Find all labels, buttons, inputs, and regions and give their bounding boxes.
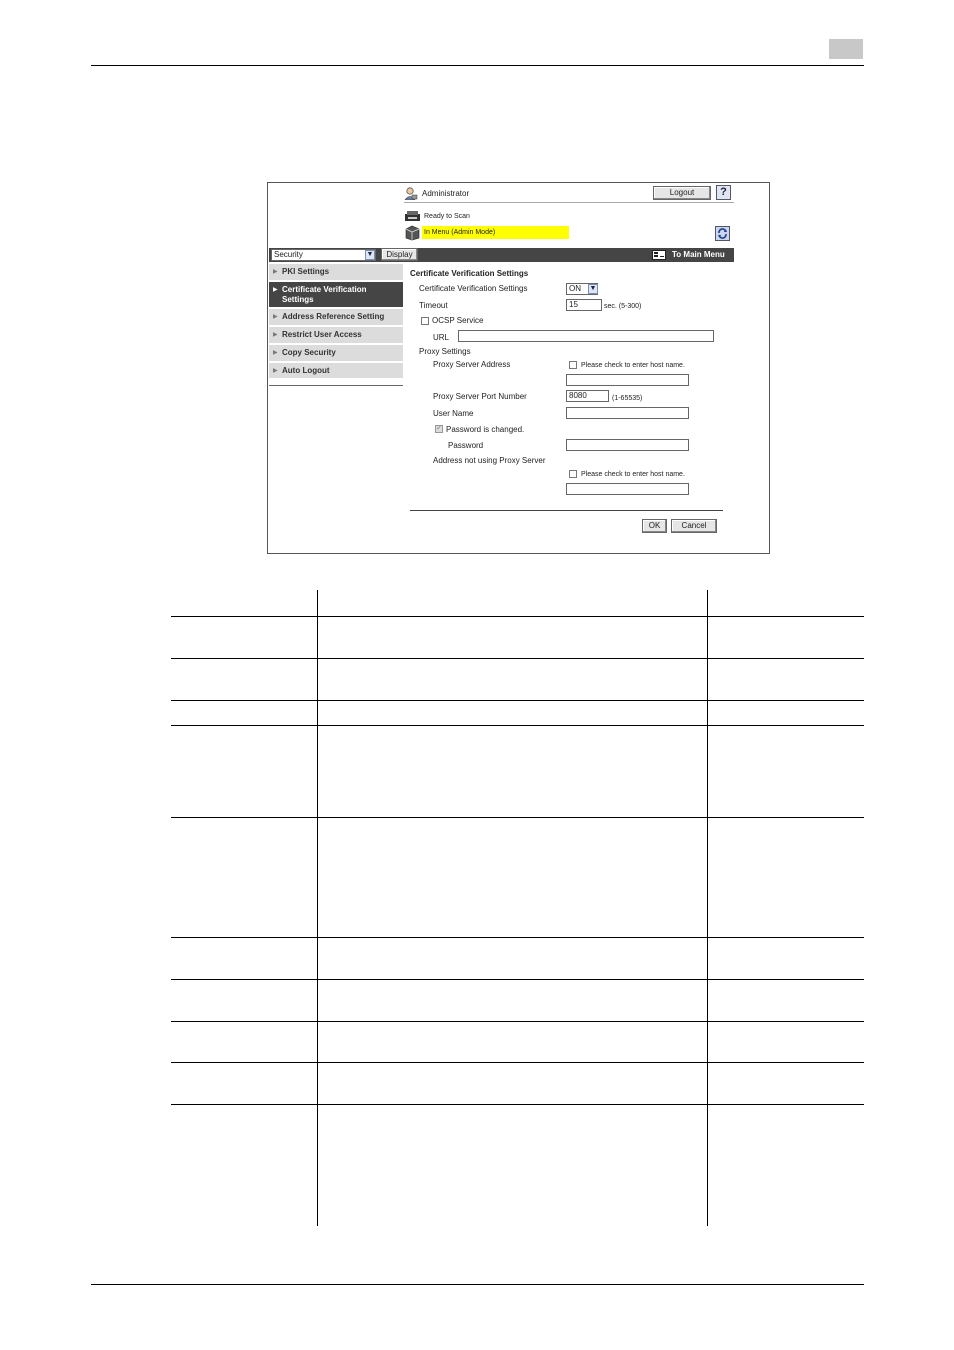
timeout-hint: sec. (5-300) xyxy=(604,303,642,310)
proxy-port-hint: (1-65535) xyxy=(612,395,643,402)
no-proxy-address-input[interactable] xyxy=(566,483,689,495)
url-input[interactable] xyxy=(458,330,714,342)
proxy-address-input[interactable] xyxy=(566,374,689,386)
mode-status-text: In Menu (Admin Mode) xyxy=(424,229,496,236)
refresh-icon[interactable] xyxy=(715,226,730,241)
table-column-divider xyxy=(707,590,708,1226)
proxy-port-label: Proxy Server Port Number xyxy=(433,392,527,401)
box-status-icon xyxy=(404,224,421,241)
chevron-down-icon[interactable]: ▼ xyxy=(589,285,597,292)
sidebar-item-address-reference[interactable] xyxy=(269,309,403,326)
no-proxy-address-label: Address not using Proxy Server xyxy=(433,456,546,465)
to-main-menu-link[interactable]: To Main Menu xyxy=(672,250,725,259)
cancel-button[interactable]: Cancel xyxy=(671,519,717,533)
table-row-rule xyxy=(171,616,864,617)
password-input[interactable] xyxy=(566,439,689,451)
cert-verification-label: Certificate Verification Settings xyxy=(419,284,528,293)
table-row-rule xyxy=(171,1062,864,1063)
sidebar-bottom-rule xyxy=(269,385,403,386)
cert-verification-select[interactable]: ON xyxy=(566,283,598,295)
chevron-down-icon[interactable]: ▼ xyxy=(366,251,374,258)
page-number-box xyxy=(829,39,863,59)
triangle-right-icon: ▶ xyxy=(273,287,278,293)
table-row-rule xyxy=(171,979,864,980)
password-changed-label: Password is changed. xyxy=(446,425,525,434)
ocsp-service-checkbox[interactable] xyxy=(421,317,429,325)
triangle-right-icon: ▶ xyxy=(273,269,278,275)
sidebar-item-label: Copy Security xyxy=(282,348,336,357)
table-row-rule xyxy=(171,1021,864,1022)
timeout-label: Timeout xyxy=(419,301,448,310)
proxy-address-label: Proxy Server Address xyxy=(433,360,511,369)
mode-status-bar xyxy=(422,226,569,239)
settings-description-table xyxy=(171,590,864,1226)
no-proxy-host-check-label: Please check to enter host name. xyxy=(581,471,685,478)
table-row-rule xyxy=(171,1104,864,1105)
page-footer-rule xyxy=(91,1284,864,1285)
triangle-right-icon: ▶ xyxy=(273,332,278,338)
proxy-port-input[interactable]: 8080 xyxy=(566,390,609,402)
proxy-host-checkbox[interactable] xyxy=(569,361,577,369)
table-row-rule xyxy=(171,817,864,818)
triangle-right-icon: ▶ xyxy=(273,350,278,356)
sidebar-item-certificate-verification[interactable] xyxy=(269,282,403,308)
help-icon[interactable]: ? xyxy=(716,185,731,200)
user-name-input[interactable] xyxy=(566,407,689,419)
sidebar-item-restrict-user-access[interactable] xyxy=(269,327,403,344)
category-select[interactable]: Security xyxy=(271,249,376,261)
header-divider xyxy=(404,202,734,203)
sidebar-item-label: Restrict User Access xyxy=(282,330,362,339)
table-column-divider xyxy=(317,590,318,1226)
page-header-rule xyxy=(91,65,864,66)
sidebar-item-copy-security[interactable] xyxy=(269,345,403,362)
sidebar-item-label: Auto Logout xyxy=(282,366,330,375)
ocsp-service-label: OCSP Service xyxy=(432,316,484,325)
triangle-right-icon: ▶ xyxy=(273,368,278,374)
sidebar-item-label-line2: Settings xyxy=(282,295,314,304)
scan-status-text: Ready to Scan xyxy=(424,213,470,220)
table-row-rule xyxy=(171,937,864,938)
no-proxy-host-checkbox[interactable] xyxy=(569,470,577,478)
url-label: URL xyxy=(433,333,450,342)
sidebar-item-label: Address Reference Setting xyxy=(282,312,385,321)
sidebar-item-pki-settings[interactable] xyxy=(269,264,403,281)
table-row-rule xyxy=(171,700,864,701)
logout-button[interactable]: Logout xyxy=(653,186,711,200)
password-changed-checkbox[interactable] xyxy=(435,425,443,433)
web-admin-screenshot xyxy=(267,182,770,554)
sidebar-item-label: PKI Settings xyxy=(282,267,330,276)
user-name-label: User Name xyxy=(433,409,474,418)
table-row-rule xyxy=(171,725,864,726)
ok-button[interactable]: OK xyxy=(642,519,667,533)
main-menu-icon[interactable] xyxy=(652,250,666,260)
proxy-host-check-label: Please check to enter host name. xyxy=(581,362,685,369)
sidebar-item-auto-logout[interactable] xyxy=(269,363,403,379)
proxy-settings-label: Proxy Settings xyxy=(419,347,471,356)
timeout-input[interactable]: 15 xyxy=(566,299,602,311)
triangle-right-icon: ▶ xyxy=(273,314,278,320)
form-title: Certificate Verification Settings xyxy=(410,269,529,278)
password-label: Password xyxy=(448,441,484,450)
printer-status-icon xyxy=(404,210,421,222)
table-row-rule xyxy=(171,658,864,659)
form-bottom-rule xyxy=(410,510,723,511)
display-button[interactable]: Display xyxy=(381,248,418,261)
administrator-label: Administrator xyxy=(422,189,470,198)
sidebar-item-label: Certificate Verification xyxy=(282,285,367,294)
administrator-icon xyxy=(404,187,418,200)
